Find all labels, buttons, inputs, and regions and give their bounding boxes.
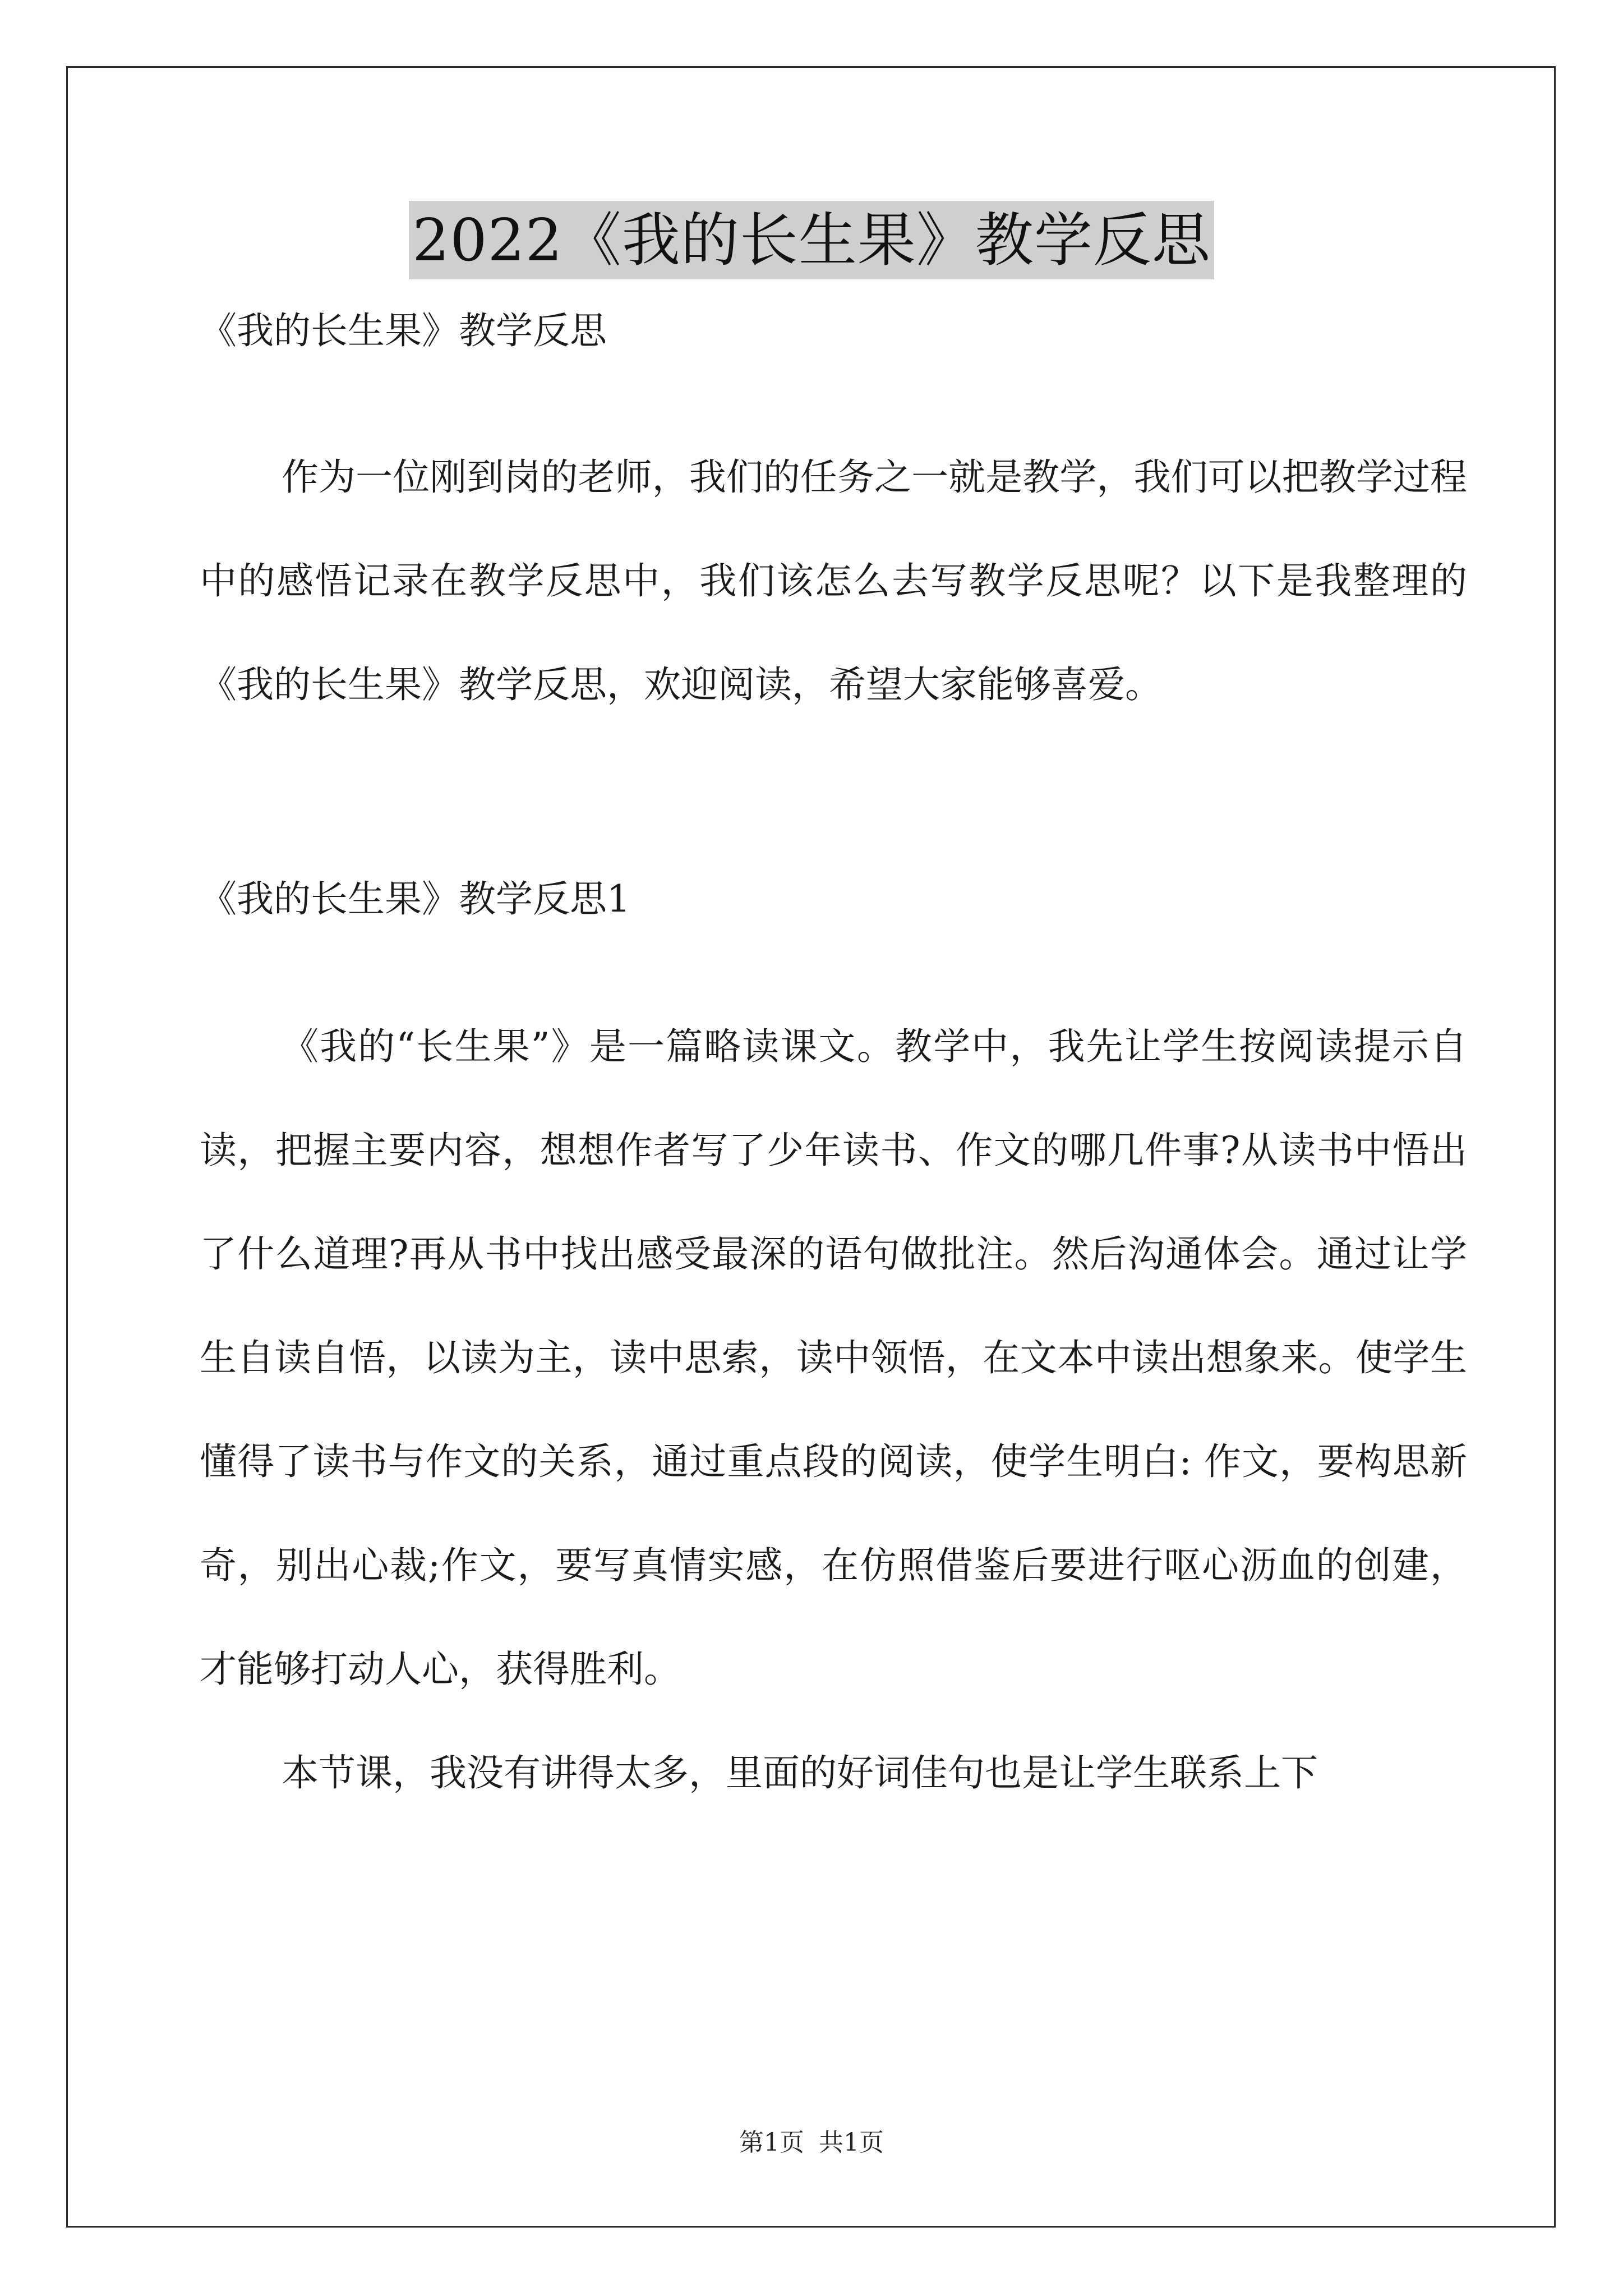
document-body — [200, 303, 1467, 1825]
section-1-paragraph-2: 本节课，我没有讲得太多，里面的好词佳句也是让学生联系上下 — [282, 1751, 1318, 1795]
page-number: 第1页 — [739, 2128, 804, 2157]
spacer — [200, 359, 1467, 425]
section-1-paragraph-1: 《我的“长生果”》是一篇略读课文。教学中，我先让学生按阅读提示自读，把握主要内容，想想作者写了少年读书、作文的哪几件事?从读书中悟出了什么道理?再从书中找出感受最深的语句做批注。然后沟通体会。通过让学生自读自悟，以读为主，读中思索，读中领悟，在文本中读出想象来。使学生懂得了读书与作文的关系，通过重点段的阅读，使学生明白: 作文，要构思新奇，别出心裁;作文，要写真情实感，在仿照借鉴后要进行呕心沥血的创建，才能够打动人心，获得胜利。 — [200, 1025, 1467, 1691]
intro-paragraph: 作为一位刚到岗的老师，我们的任务之一就是教学，我们可以把教学过程中的感悟记录在教学反思中，我们该怎么去写教学反思呢？以下是我整理的《我的长生果》教学反思，欢迎阅读，希望大家能够喜爱。 — [200, 455, 1467, 706]
title-container — [0, 201, 1623, 279]
document-title: 2022《我的长生果》教学反思 — [409, 201, 1214, 279]
page-footer — [0, 2126, 1623, 2160]
section-heading-1: 《我的长生果》教学反思1 — [200, 877, 630, 921]
page-total: 共1页 — [819, 2128, 884, 2157]
spacer — [200, 927, 1467, 995]
intro-heading: 《我的长生果》教学反思 — [200, 309, 607, 352]
spacer — [200, 737, 1467, 871]
